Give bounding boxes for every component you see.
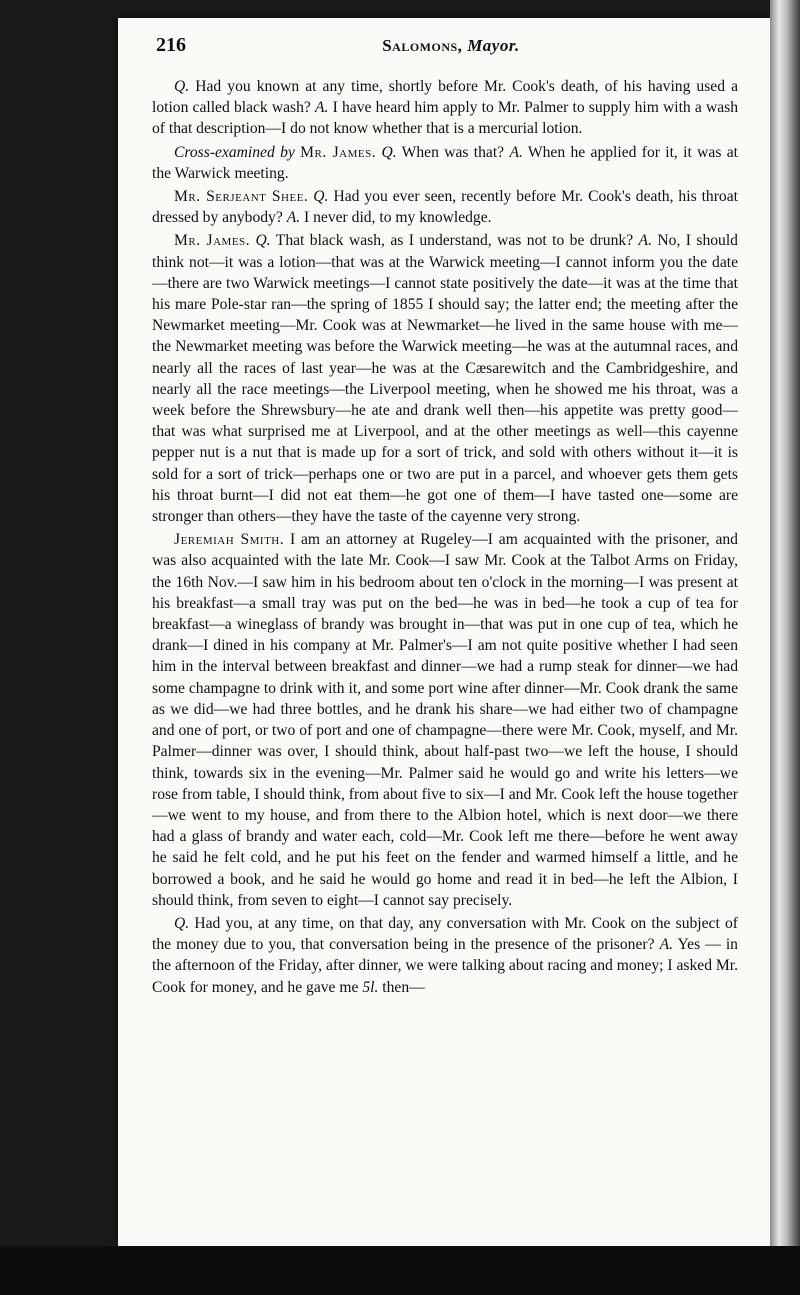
running-head-title: Mayor. (467, 36, 520, 55)
paragraph-4 (152, 230, 738, 527)
paragraph-2 (152, 142, 738, 184)
paragraph-1 (152, 76, 738, 140)
question-label: Q. (313, 188, 329, 206)
answer-label: A. (286, 209, 301, 227)
question-text: Had you, at any time, on that day, any conversation with Mr. Cook on the subject of the money due to you, that conversation being in the presence of the prisoner? (152, 914, 738, 954)
paragraph-3 (152, 186, 738, 228)
question-label: Q. (174, 78, 190, 95)
answer-text: I never did, to my knowledge. (304, 209, 492, 227)
answer-text: I have heard him apply to Mr. Palmer to supply him with a wash of that description—I do not know whether that is a mercurial lotion. (152, 99, 739, 138)
question-text: When was that? (401, 143, 505, 161)
running-head (156, 36, 746, 56)
question-text: Had you ever seen, recently before Mr. Cook's death, his throat dressed by anybody? (152, 188, 738, 227)
paragraph-5 (152, 529, 738, 911)
answer-text: When he applied for it, it was at the Warwick meeting. (152, 143, 738, 182)
answer-text: No, I should think not—it was a lotion—that was at the Warwick meeting—I cannot inform you the date—there are two Warwick meetings—I cannot state positively the date—it was at the time that his mare Pole-star ran—the spring of 1855 I should say; the latter end; the meeting after the Newmarket meeting—Mr. Cook was at Newmarket—he lived in the same house with me—the Newmarket meeting was before the Warwick meeting—he was at the autumnal races, and nearly all the races of last year—he was at the Cæsarewitch and the Cambridgeshire, and nearly all the race meetings—the Liverpool meeting, when he showed me his throat, was a week before the Shrewsbury—he ate and drank well then—his appetite was pretty good—that was what surprised me at Liverpool, and at the other meetings as well—this cayenne pepper nut is a nut that is made up for a sort of trick, and sold with others without it—it is sold for a sort of trick—perhaps one or two are put in a parcel, and whoever gets them gets his throat burnt—I did not eat them—he got one of them—I have tasted one—some are stronger than others—they have the taste of the cayenne very strong. (152, 232, 738, 526)
question-label: Q. (174, 914, 190, 932)
question-text: Had you known at any time, shortly before Mr. Cook's death, of his having used a lotion called black wash? (152, 78, 738, 117)
testimony-text: I am an attorney at Rugeley—I am acquainted with the prisoner, and was also acquainted with the late Mr. Cook—I saw Mr. Cook at the Talbot Arms on Friday, the 16th Nov.—I saw him in his bedroom about ten o'clock in the morning—I was present at his breakfast—a small tray was put on the bed—he was in bed—he took a cup of tea for breakfast—a wineglass of brandy was brought in—that was put in one cup of tea, which he drank—I dined in his company at Mr. Palmer's—I am not quite positive whether I had seen him in the interval between breakfast and dinner—we had a rump steak for dinner—we had some champagne to drink with it, and some port wine after dinner—Mr. Cook drank the same as we did—we had three bottles, and he drank his share—we had either two of champagne and one of port, or two of port and one of champagne—there were Mr. Cook, myself, and Mr. Palmer—dinner was over, I should think, about half-past two—we left the house, I should think, towards six in the evening—Mr. Palmer said he would go and write his letters—we rose from table, I should think, from about five to six—I and Mr. Cook left the house together—we went to my house, and from there to the Albion hotel, which is next door—we there had a glass of brandy and water each, cold—Mr. Cook left me there—before he went away he said he felt cold, and he put his feet on the fender and warmed himself a little, and he borrowed a book, and he said he would go home and read it in bed—he left the Albion, I should think, from seven to eight—I cannot say precisely. (152, 531, 738, 909)
page-number: 216 (156, 34, 186, 56)
speaker-name: Mr. James. (174, 232, 251, 250)
answer-tail: then— (382, 978, 425, 996)
book-page (118, 18, 770, 1246)
book-gutter (770, 0, 800, 1295)
speaker-name: Mr. Serjeant Shee. (174, 188, 309, 206)
speaker-name: Jeremiah Smith. (174, 531, 285, 549)
page-header (156, 30, 746, 62)
paragraph-6 (152, 913, 738, 998)
answer-label: A. (659, 936, 673, 954)
running-head-name: Salomons, (382, 36, 463, 55)
scan-bottom-edge (0, 1246, 800, 1295)
money-amount: 5l. (362, 978, 379, 996)
answer-text: Yes — in the afternoon of the Friday, after dinner, we were talking about racing and money; I asked Mr. Cook for money, and he gave me (152, 936, 738, 996)
question-label: Q. (255, 232, 271, 250)
body-text (152, 76, 738, 1000)
question-text: That black wash, as I understand, was not to be drunk? (275, 232, 634, 250)
speaker-name: Mr. James. (300, 143, 377, 161)
cross-examined-label: Cross-examined by (174, 143, 295, 161)
answer-label: A. (315, 99, 329, 117)
answer-label: A. (638, 232, 652, 250)
answer-label: A. (509, 143, 523, 161)
question-label: Q. (381, 143, 397, 161)
